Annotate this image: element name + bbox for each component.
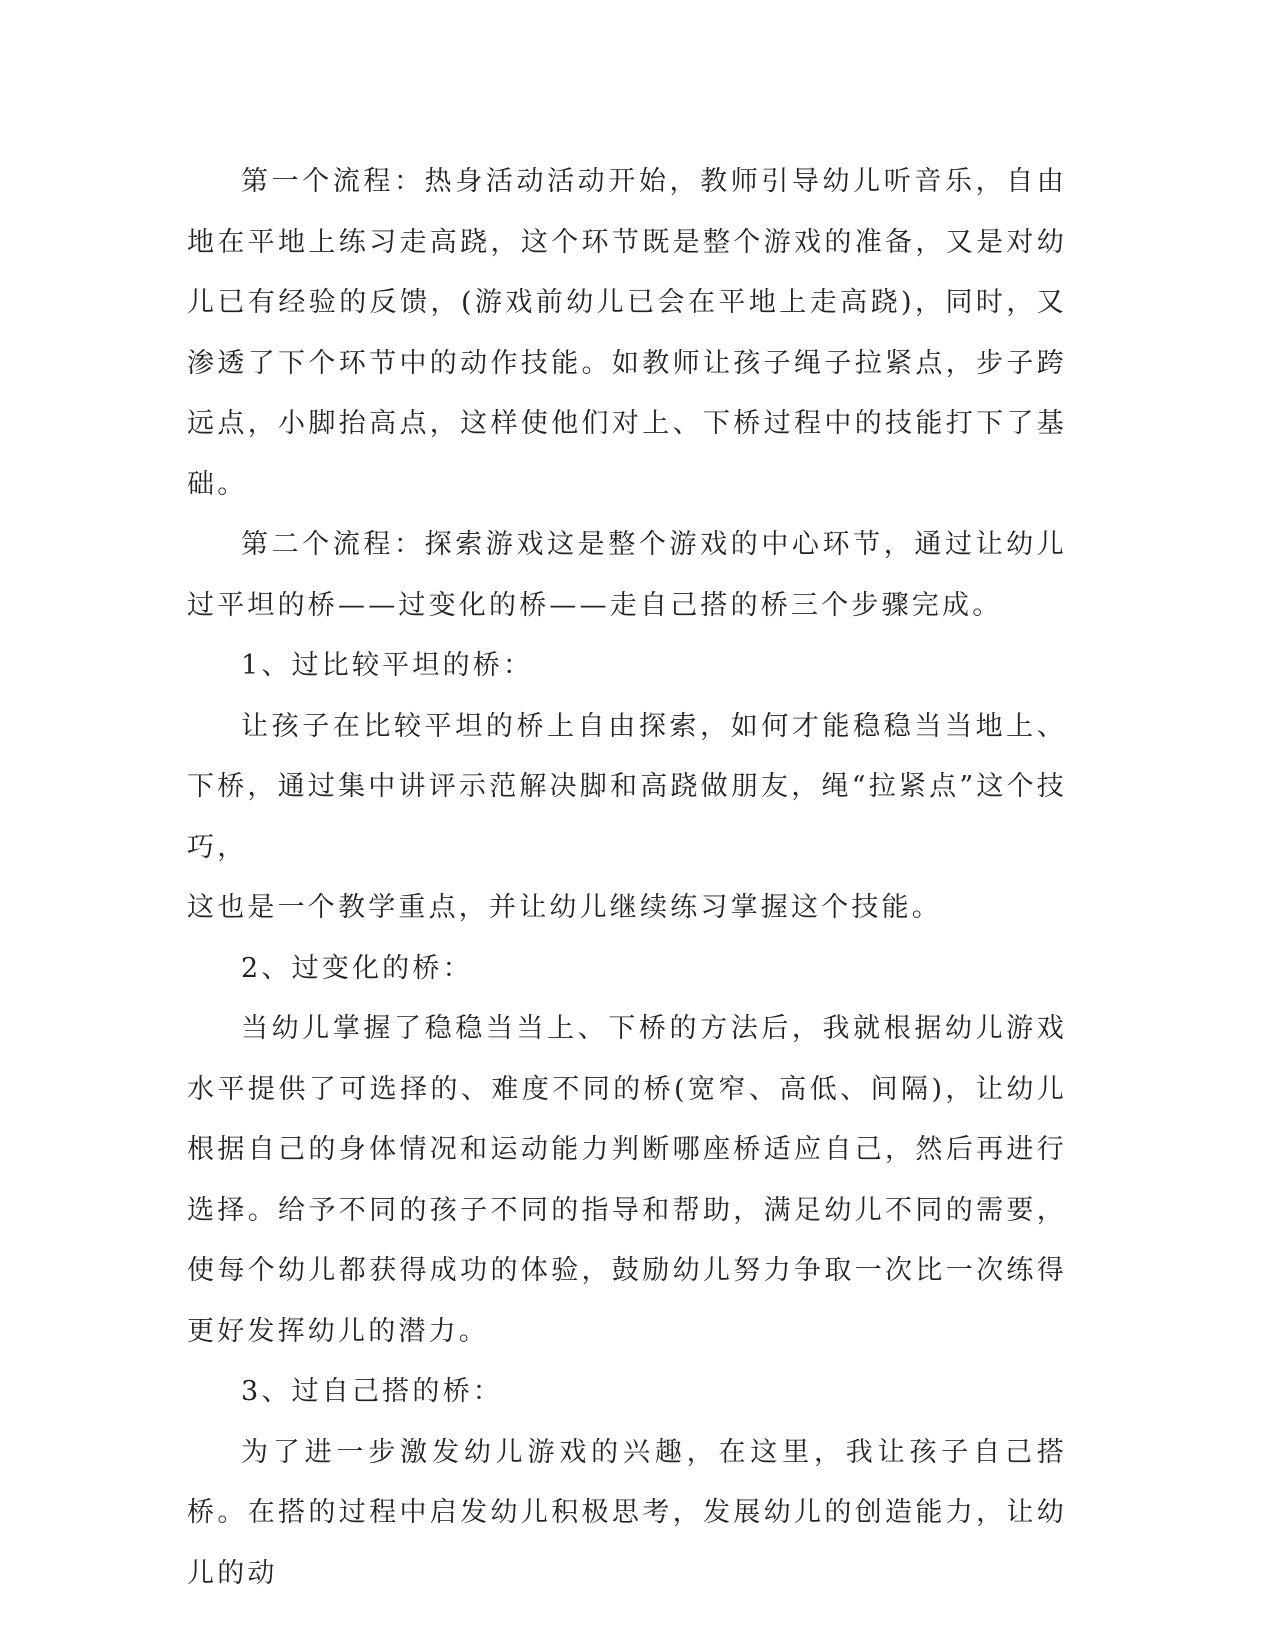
heading-flat-bridge: 1、过比较平坦的桥： bbox=[241, 650, 534, 681]
paragraph-flat-bridge: 让孩子在比较平坦的桥上自由探索，如何才能稳稳当当地上、下桥，通过集中讲评示范解决脚和高跷做朋友，绳“拉紧点”这个技巧， bbox=[187, 710, 1067, 863]
heading-changing-bridge: 2、过变化的桥： bbox=[241, 952, 473, 984]
paragraph-explore: 第二个流程：探索游戏这是整个游戏的中心环节，通过让幼儿过平坦的桥——过变化的桥——走自己搭的桥三个步骤完成。 bbox=[187, 529, 1067, 621]
document-page bbox=[187, 152, 1067, 1604]
heading-self-built-bridge: 3、过自己搭的桥： bbox=[241, 1376, 503, 1407]
paragraph-changing-bridge: 当幼儿掌握了稳稳当当上、下桥的方法后，我就根据幼儿游戏水平提供了可选择的、难度不同的桥(宽窄、高低、间隔)，让幼儿根据自己的身体情况和运动能力判断哪座桥适应自己，然后再进行选择。给予不同的孩子不同的指导和帮助，满足幼儿不同的需要，使每个幼儿都获得成功的体验，鼓励幼儿努力争取一次比一次练得更好发挥幼儿的潜力。 bbox=[187, 1013, 1067, 1347]
paragraph-flat-bridge-cont: 这也是一个教学重点，并让幼儿继续练习掌握这个技能。 bbox=[187, 892, 942, 923]
paragraph-warmup: 第一个流程：热身活动活动开始，教师引导幼儿听音乐，自由地在平地上练习走高跷，这个环节既是整个游戏的准备，又是对幼儿已有经验的反馈，(游戏前幼儿已会在平地上走高跷)，同时，又渗透了下个环节中的动作技能。如教师让孩子绳子拉紧点，步子跨远点，小脚抬高点，这样使他们对上、下桥过程中的技能打下了基础。 bbox=[187, 166, 1067, 500]
paragraph-self-built-bridge: 为了进一步激发幼儿游戏的兴趣，在这里，我让孩子自己搭桥。在搭的过程中启发幼儿积极思考，发展幼儿的创造能力，让幼儿的动 bbox=[187, 1436, 1067, 1589]
